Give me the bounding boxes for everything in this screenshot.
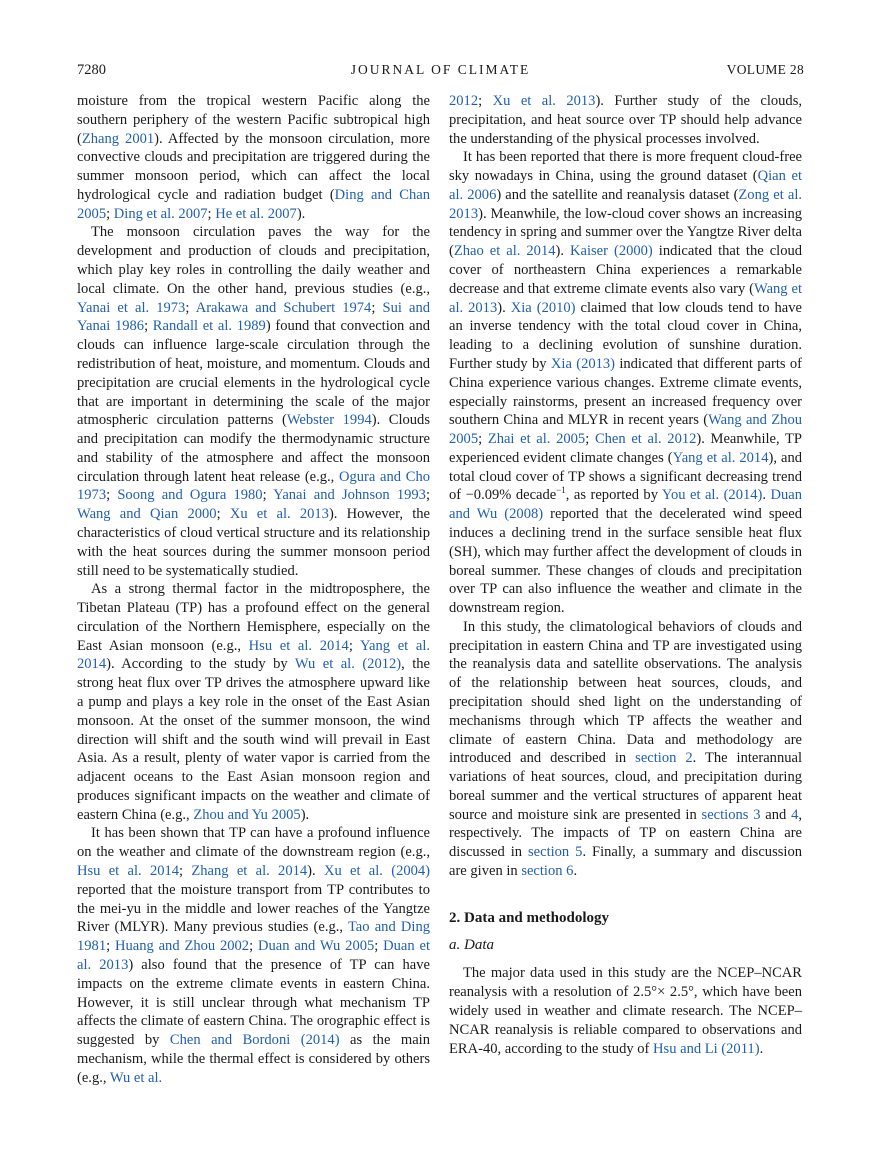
citation-link[interactable]: Yanai et al. 1973: [77, 299, 186, 316]
citation-link[interactable]: section 2: [635, 750, 693, 767]
running-header: [77, 58, 804, 80]
citation-link[interactable]: Zhao et al. 2014: [453, 243, 556, 260]
paragraph: moisture from the tropical western Pacific along the southern periphery of the western Pacific subtropical high (Zhang 2001). Affected by the monsoon circulation, more convective clouds and precipitation are triggered during the summer monsoon period, which can affect the local hydrological cycle and radiation budget (Ding and Chan 2005; Ding et al. 2007; He et al. 2007).: [77, 93, 430, 222]
citation-link[interactable]: Hsu et al. 2014: [248, 637, 349, 654]
citation-link[interactable]: Sui and Yanai 1986: [77, 299, 431, 335]
citation-link[interactable]: Ding et al. 2007: [113, 205, 208, 222]
citation-link[interactable]: Randall et al. 1989: [152, 318, 266, 335]
citation-link[interactable]: Zhou and Yu 2005: [193, 806, 301, 823]
citation-link[interactable]: Chen and Bordoni (2014): [169, 1032, 340, 1049]
citation-link[interactable]: Wang and Zhou 2005: [449, 412, 802, 448]
paragraph: In this study, the climatological behaviors of clouds and precipitation in eastern China and TP are investigated using the reanalysis data and satellite observations. The analysis of the relationship between heat sources, clouds, and precipitation should shed light on the understanding of mechanisms through which TP affects the weather and climate of eastern China. Data and methodology are introduced and described in section 2. The interannual variations of heat sources, cloud, and precipitation during boreal summer and the vertical structures of apparent heat source and moisture sink are presented in sections 3 and 4, respectively. The impacts of TP on eastern China are discussed in section 5. Finally, a summary and discussion are given in section 6.: [449, 618, 802, 880]
paragraph: 2012; Xu et al. 2013). Further study of the clouds, precipitation, and heat source over TP should help advance the understanding of the physical processes involved.: [449, 93, 802, 147]
citation-link[interactable]: Chen et al. 2012: [594, 431, 697, 448]
right-column: [449, 92, 802, 1058]
citation-link[interactable]: Xu et al. 2013: [492, 93, 596, 109]
citation-link[interactable]: Wu et al. (2012): [294, 656, 402, 673]
citation-link[interactable]: Zhai et al. 2005: [487, 431, 586, 448]
citation-link[interactable]: Xia (2010): [510, 299, 576, 316]
citation-link[interactable]: Arakawa and Schubert 1974: [195, 299, 372, 316]
paragraph: It has been shown that TP can have a profound influence on the weather and climate of the downstream region (e.g., Hsu et al. 2014; Zhang et al. 2014). Xu et al. (2004) reported that the moisture transport from TP contributes to the mei-yu in the middle and lower reaches of the Yangtze River (MLYR). Many previous studies (e.g., Tao and Ding 1981; Huang and Zhou 2002; Duan and Wu 2005; Duan et al. 2013) also found that the presence of TP can have impacts on the extreme climate events in eastern China. However, it is still unclear through what mechanism TP affects the climate of eastern China. The orographic effect is suggested by Chen and Bordoni (2014) as the main mechanism, while the thermal effect is considered by others (e.g., Wu et al.: [77, 825, 431, 1086]
citation-link[interactable]: Qian et al. 2006: [449, 168, 802, 203]
paragraph: As a strong thermal factor in the midtroposphere, the Tibetan Plateau (TP) has a profound effect on the general circulation of the Northern Hemisphere, especially on the East Asian monsoon (e.g., Hsu et al. 2014; Yang et al. 2014). According to the study by Wu et al. (2012), the strong heat flux over TP drives the atmosphere upward like a pump and plays a key role in the onset of the East Asian monsoon. At the onset of the summer monsoon, the wind direction will shift and the south wind will prevail in East Asia. As a result, plenty of water vapor is carried from the adjacent oceans to the East Asian monsoon region and produces significant impacts on the weather and climate of eastern China (e.g., Zhou and Yu 2005).: [77, 581, 431, 823]
citation-link[interactable]: Wang et al. 2013: [449, 280, 802, 316]
citation-link[interactable]: Hsu and Li (2011): [653, 1040, 760, 1057]
citation-link[interactable]: You et al. (2014): [661, 487, 763, 504]
citation-link[interactable]: Hsu et al. 2014: [77, 863, 180, 880]
superscript: −1: [556, 485, 566, 496]
citation-link[interactable]: Soong and Ogura 1980: [117, 487, 263, 504]
citation-link[interactable]: 2012: [449, 93, 479, 109]
citation-link[interactable]: Zhang 2001: [81, 130, 155, 147]
citation-link[interactable]: Xu et al. 2013: [229, 506, 329, 523]
citation-link[interactable]: section 6: [521, 863, 574, 880]
citation-link[interactable]: Duan et al. 2013: [77, 938, 430, 973]
paragraph: The major data used in this study are the NCEP–NCAR reanalysis with a resolution of 2.5°× 2.5°, which have been widely used in weather and climate research. The NCEP–NCAR reanalysis is reliable compared to observations and ERA-40, according to the study of Hsu and Li (2011).: [449, 965, 802, 1057]
citation-link[interactable]: Xu et al. (2004): [323, 863, 431, 880]
citation-link[interactable]: Tao and Ding 1981: [77, 919, 430, 955]
left-column: [77, 92, 430, 1087]
section-heading: 2. Data and methodology: [449, 909, 610, 926]
citation-link[interactable]: Xia (2013): [550, 355, 616, 372]
citation-link[interactable]: Zong et al. 2013: [449, 186, 802, 222]
journal-title: JOURNAL OF CLIMATE: [350, 62, 531, 77]
page-number: 7280: [77, 62, 106, 78]
citation-link[interactable]: Wang and Qian 2000: [77, 506, 217, 523]
citation-link[interactable]: Duan and Wu (2008): [449, 487, 802, 523]
citation-link[interactable]: Ding and Chan 2005: [77, 186, 430, 222]
citation-link[interactable]: sections 3: [701, 806, 761, 823]
paragraph: It has been reported that there is more frequent cloud-free sky nowadays in China, using the ground dataset (Qian et al. 2006) and the satellite and reanalysis dataset (Zong et al. 2013). Meanwhile, the low-cloud cover shows an increasing tendency in spring and summer over the Yangtze River delta (Zhao et al. 2014). Kaiser (2000) indicated that the cloud cover of northeastern China experiences a remarkable decrease and that extreme climate events also vary (Wang et al. 2013). Xia (2010) claimed that low clouds tend to have an inverse tendency with the total cloud cover in China, leading to a declining evolution of sunshine duration. Further study by Xia (2013) indicated that different parts of China experience various changes. Extreme climate events, especially rainstorms, present an increased frequency over southern China and MLYR in recent years (Wang and Zhou 2005; Zhai et al. 2005; Chen et al. 2012). Meanwhile, TP experienced evident climate changes (Yang et al. 2014), and total cloud cover of TP shows a significant decreasing trend of −0.09% decade$^{-1}$, as reported by You et al. (2014). Duan and Wu (2008) reported that the decelerated wind speed induces a declining trend in the surface sensible heat flux (SH), which may further affect the development of clouds in boreal summer. These changes of clouds and precipitation over TP can also influence the weather and climate in the downstream region.: [449, 149, 803, 617]
volume-label: VOLUME 28: [726, 62, 804, 77]
citation-link[interactable]: Wu et al.: [109, 1069, 163, 1086]
citation-link[interactable]: Webster 1994: [286, 412, 372, 429]
citation-link[interactable]: Yanai and Johnson 1993: [273, 487, 426, 504]
citation-link[interactable]: Yang et al. 2014: [672, 449, 769, 466]
citation-link[interactable]: Huang and Zhou 2002: [114, 938, 250, 955]
citation-link[interactable]: section 5: [528, 844, 583, 861]
citation-link[interactable]: Zhang et al. 2014: [191, 863, 308, 880]
citation-link[interactable]: Ogura and Cho 1973: [77, 468, 430, 504]
subsection-heading: a. Data: [449, 936, 494, 953]
citation-link[interactable]: Yang et al. 2014: [77, 637, 430, 673]
citation-link[interactable]: Kaiser (2000): [570, 243, 653, 260]
paragraph: The monsoon circulation paves the way for the development and production of clouds and precipitation, which play key roles in controlling the daily weather and local climate. On the other hand, previous studies (e.g., Yanai et al. 1973; Arakawa and Schubert 1974; Sui and Yanai 1986; Randall et al. 1989) found that convection and clouds can influence large-scale circulation through the redistribution of heat, moisture, and momentum. Clouds and precipitation are crucial elements in the hydrological cycle that are important in determining the scale of the major atmospheric circulation patterns (Webster 1994). Clouds and precipitation can modify the thermodynamic structure and stability of the atmosphere and affect the monsoon circulation through latent heat release (e.g., Ogura and Cho 1973; Soong and Ogura 1980; Yanai and Johnson 1993; Wang and Qian 2000; Xu et al. 2013). However, the characteristics of cloud vertical structure and its relationship with the heat sources during the summer monsoon period still need to be systematically studied.: [77, 224, 431, 579]
citation-link[interactable]: 4: [791, 806, 799, 823]
citation-link[interactable]: Duan and Wu 2005: [257, 938, 375, 955]
citation-link[interactable]: He et al. 2007: [215, 205, 297, 222]
